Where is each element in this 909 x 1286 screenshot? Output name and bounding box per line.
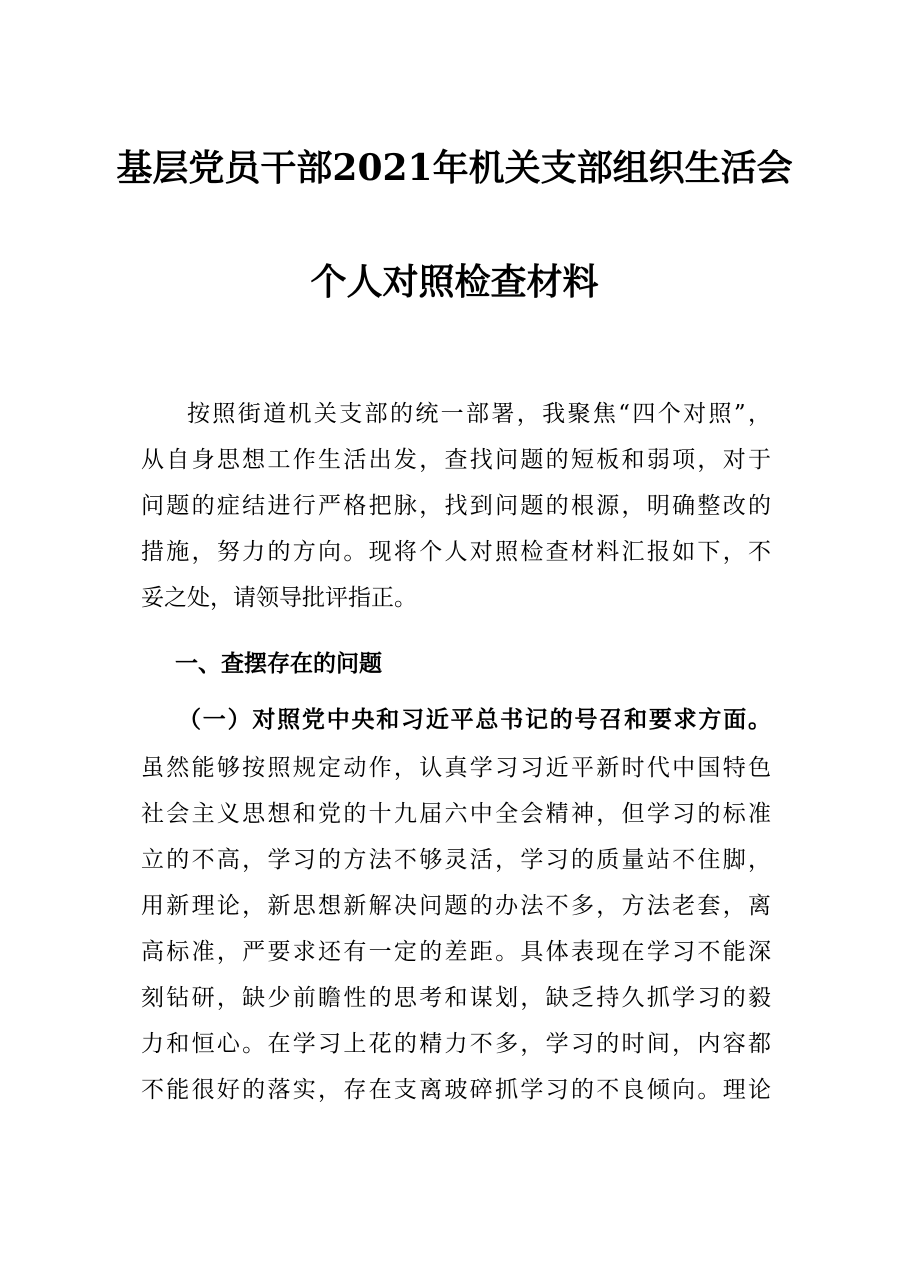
intro-paragraph-line: 问题的症结进行严格把脉，找到问题的根源，明确整改的 <box>141 493 771 519</box>
document-title-line-1: 基层党员干部2021年机关支部组织生活会 <box>116 147 793 189</box>
document-title-line-2: 个人对照检查材料 <box>310 261 599 303</box>
body-paragraph-line: 虽然能够按照规定动作，认真学习习近平新时代中国特色 <box>141 755 771 781</box>
section-heading: 一、查摆存在的问题 <box>175 651 382 677</box>
body-paragraph-line: 刻钻研，缺少前瞻性的思考和谋划，缺乏持久抓学习的毅 <box>141 985 771 1011</box>
intro-paragraph-line: 措施，努力的方向。现将个人对照检查材料汇报如下，不 <box>141 539 771 565</box>
intro-paragraph-line: 妥之处，请领导批评指正。 <box>141 585 417 611</box>
body-paragraph-line: 高标准，严要求还有一定的差距。具体表现在学习不能深 <box>141 939 771 965</box>
body-paragraph-line: 社会主义思想和党的十九届六中全会精神，但学习的标准 <box>141 801 771 827</box>
subsection-heading: （一）对照党中央和习近平总书记的号召和要求方面。 <box>178 706 771 733</box>
body-paragraph-line: 力和恒心。在学习上花的精力不多，学习的时间，内容都 <box>141 1031 771 1057</box>
body-paragraph-line: 立的不高，学习的方法不够灵活，学习的质量站不住脚， <box>141 847 771 873</box>
intro-paragraph-line: 按照街道机关支部的统一部署，我聚焦“四个对照”， <box>187 401 771 427</box>
body-paragraph-line: 用新理论，新思想新解决问题的办法不多，方法老套，离 <box>141 893 771 919</box>
body-paragraph-line: 不能很好的落实，存在支离玻碎抓学习的不良倾向。理论 <box>141 1077 771 1103</box>
intro-paragraph-line: 从自身思想工作生活出发，查找问题的短板和弱项，对于 <box>141 447 771 473</box>
